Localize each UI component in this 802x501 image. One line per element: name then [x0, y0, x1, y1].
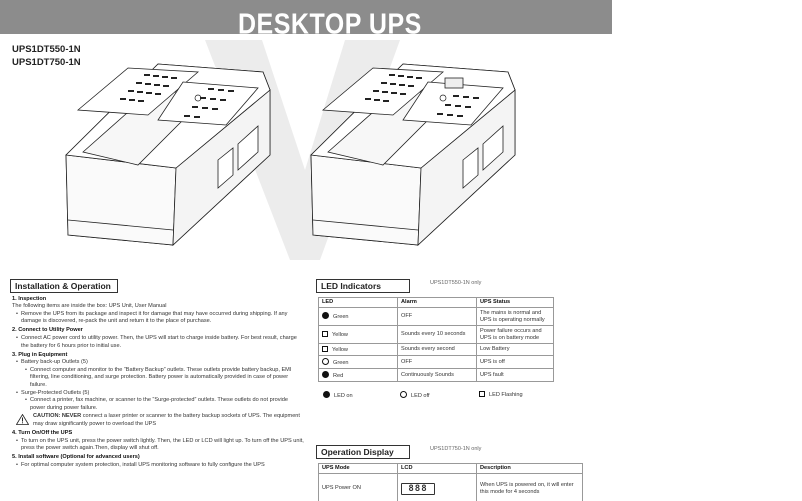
alarm-cell: Sounds every 10 seconds — [398, 326, 477, 344]
model-item: UPS1DT750-1N — [12, 57, 81, 68]
table-row — [319, 356, 554, 369]
step-text: • For optimal computer system protection, install UPS monitoring software to fully configure the UPS — [12, 462, 304, 470]
alarm-cell: Continuously Sounds — [398, 369, 477, 382]
operation-display-table — [318, 463, 583, 501]
led-off-icon — [400, 391, 407, 398]
step-bullet: • Surge-Protected Outlets (5) — [12, 390, 304, 398]
table-header: Alarm — [398, 298, 477, 308]
table-header: LCD — [398, 464, 477, 474]
table-header: LED — [319, 298, 398, 308]
step-bullet: • To turn on the UPS unit, press the power switch lightly. Then, the LED or LCD will light up. To turn off the UPS unit, press the power switch again.Then, display will shut off. — [12, 438, 304, 453]
caution-text: connect a laser printer or scanner to the battery backup sockets of UPS. The equipment may draw significantly power to overload the UPS — [33, 413, 300, 427]
led-section-title: LED Indicators — [316, 279, 410, 293]
table-row — [319, 474, 583, 501]
status-cell: Power failure occurs and UPS is on battery mode — [477, 326, 554, 344]
alarm-cell: Sounds every second — [398, 344, 477, 356]
display-section-title: Operation Display — [316, 445, 410, 459]
table-header: Description — [477, 464, 583, 474]
led-color: Yellow — [332, 346, 348, 353]
model-item: UPS1DT550-1N — [12, 44, 81, 55]
page-title: DESKTOP UPS — [238, 8, 422, 41]
lcd-display-icon: 888 — [401, 483, 435, 495]
legend-flashing-label: LED Flashing — [489, 392, 523, 398]
caution-note — [12, 413, 304, 428]
step-text: The following items are inside the box: UPS Unit, User Manual — [12, 303, 167, 310]
led-color: Green — [333, 359, 349, 366]
alarm-cell: OFF — [398, 356, 477, 369]
alarm-cell: OFF — [398, 308, 477, 326]
ups-750-illustration-icon — [303, 60, 528, 250]
led-color: Yellow — [332, 331, 348, 338]
warning-icon — [16, 414, 29, 425]
display-section-note: UPS1DT750-1N only — [430, 446, 482, 452]
step-sub-bullet: • Connect a printer, fax machine, or scanner to the “Surge-protected” outlets. These outlets do not provide power during power failure. — [12, 397, 304, 412]
step-title: 2. Connect to Utility Power — [12, 327, 83, 334]
led-flashing-icon — [322, 346, 328, 352]
led-on-icon — [322, 371, 329, 378]
legend-on-label: LED on — [334, 393, 353, 399]
table-row — [319, 344, 554, 356]
led-color: Red — [333, 372, 344, 379]
status-cell: UPS is off — [477, 356, 554, 369]
step-title: 3. Plug in Equipment — [12, 351, 68, 358]
step-bullet: • Connect AC power cord to utility power. Then, the UPS will start to charge inside battery. For best result, charge the battery for 6 hours prior to initial use. — [12, 335, 304, 350]
led-flashing-icon — [479, 391, 485, 397]
status-cell: UPS fault — [477, 369, 554, 382]
table-header: UPS Status — [477, 298, 554, 308]
status-cell: Low Battery — [477, 344, 554, 356]
step-bullet: • Remove the UPS from its package and inspect it for damage that may have occurred during shipping. If any damage is discovered, re-pack the unit and return it to the place of purchase. — [12, 311, 304, 326]
mode-cell: UPS Power ON — [319, 474, 398, 501]
legend-off-label: LED off — [411, 393, 430, 399]
led-flashing-icon — [322, 331, 328, 337]
led-color: Green — [333, 314, 349, 321]
table-row — [319, 369, 554, 382]
ups-550-illustration-icon — [58, 60, 283, 250]
step-title: 1. Inspection — [12, 295, 47, 302]
table-header: UPS Mode — [319, 464, 398, 474]
status-cell: The mains is normal and UPS is operating normally — [477, 308, 554, 326]
table-row — [319, 326, 554, 344]
table-row — [319, 308, 554, 326]
led-section-note: UPS1DT550-1N only — [430, 280, 482, 286]
step-title: 5. Install software (Optional for advanced users) — [12, 454, 140, 461]
led-on-icon — [322, 312, 329, 319]
step-title: 4. Turn On/Off the UPS — [12, 430, 73, 437]
step-bullet: • Battery back-up Outlets (5) — [12, 359, 304, 367]
step-sub-bullet: • Connect computer and monitor to the “Battery Backup” outlets. These outlets provide battery backup, EMI filtering, line conditioning, and surge protection. Battery power is automatically provided in case of power failure. — [12, 367, 304, 390]
description-cell: When UPS is powered on, it will enter this mode for 4 seconds — [477, 474, 583, 501]
caution-label: CAUTION: NEVER — [33, 413, 82, 420]
led-indicator-table — [318, 297, 554, 382]
led-on-icon — [323, 391, 330, 398]
led-off-icon — [322, 358, 329, 365]
installation-instructions — [12, 294, 304, 470]
installation-section-title: Installation & Operation — [10, 279, 118, 293]
